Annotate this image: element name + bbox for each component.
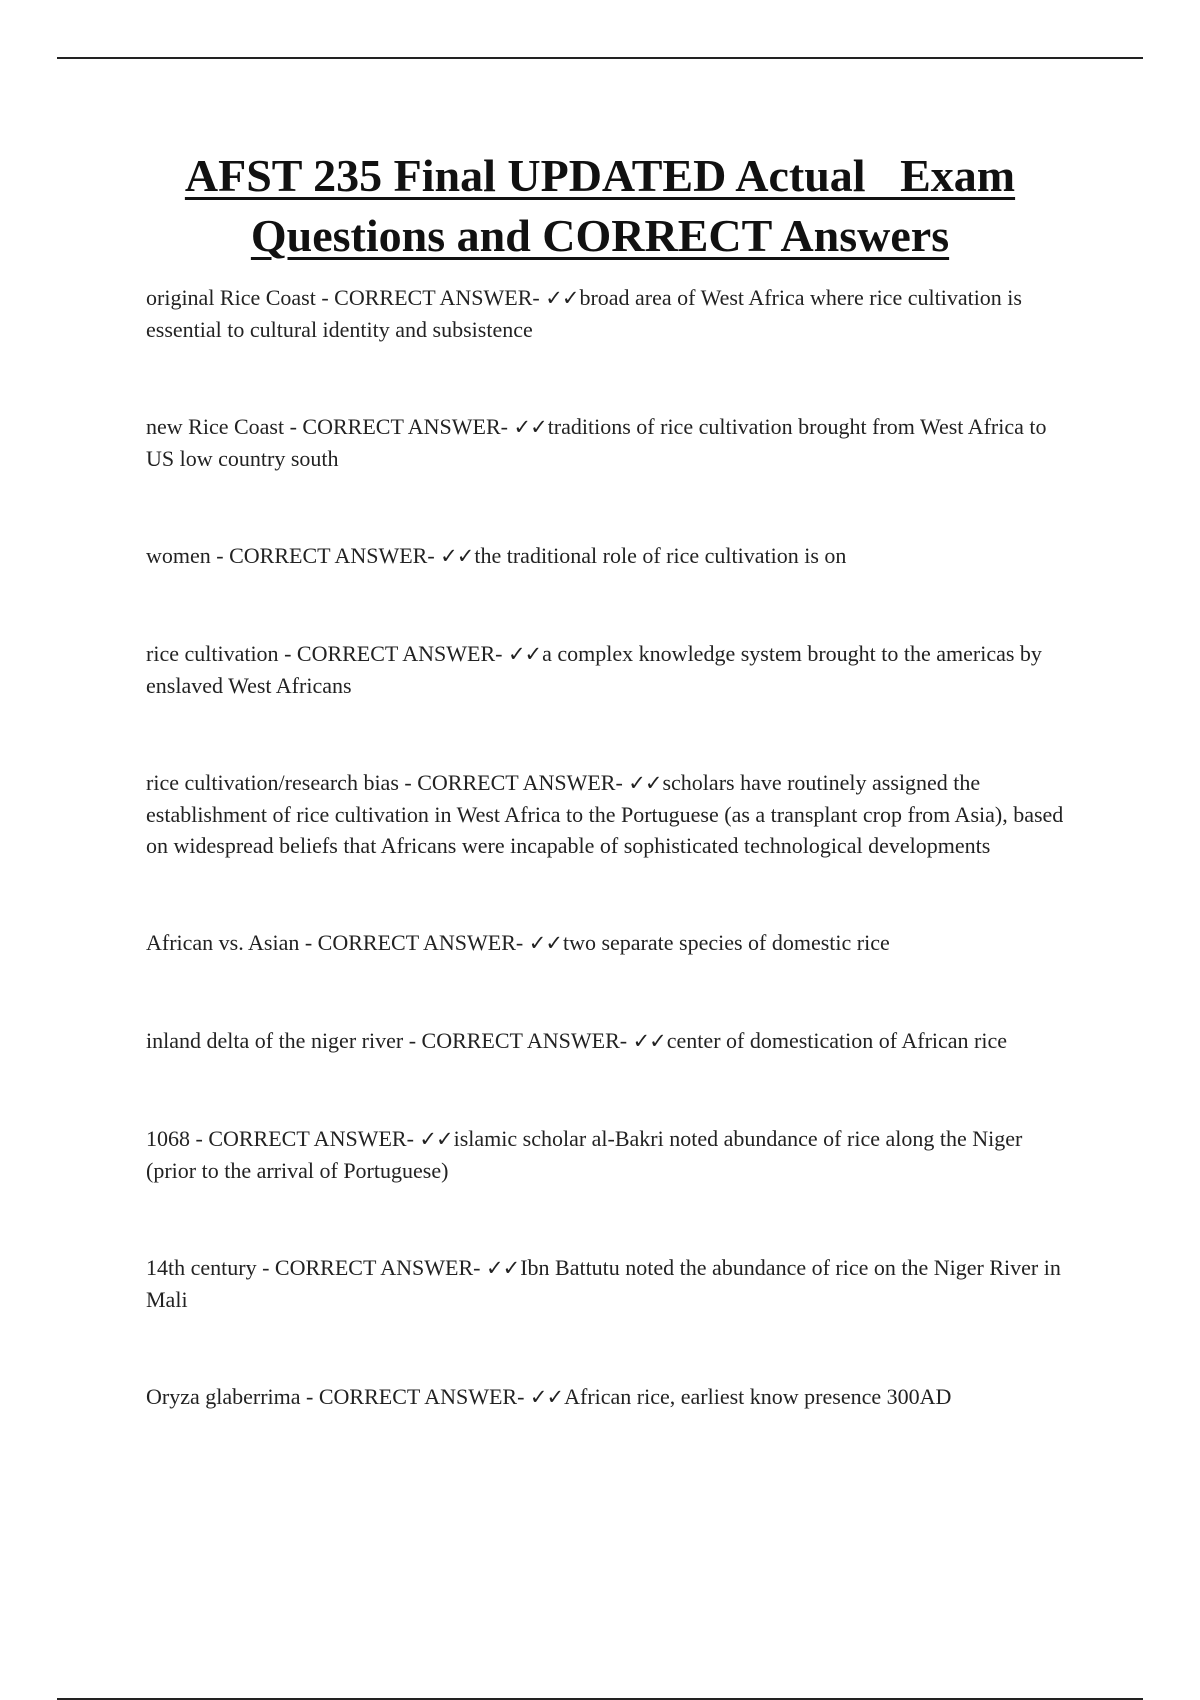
document-title	[57, 146, 1143, 266]
entry-answer: center of domestication of African rice	[666, 1028, 1008, 1053]
qa-entry	[146, 282, 1066, 345]
checkmark-icon: ✓✓	[507, 642, 542, 666]
checkmark-icon: ✓✓	[545, 286, 579, 310]
entry-separator: - CORRECT ANSWER-	[190, 1126, 420, 1151]
entry-answer: two separate species of domestic rice	[562, 930, 890, 955]
entry-answer: the traditional role of rice cultivation is on	[474, 543, 847, 568]
qa-entry	[146, 927, 1066, 959]
entry-separator: - CORRECT ANSWER-	[210, 543, 441, 568]
qa-entry	[146, 638, 1066, 701]
entry-term: women	[146, 543, 211, 568]
entry-answer: traditions of rice cultivation brought from West Africa to US low country south	[146, 414, 1047, 471]
title-line-2: Questions and CORRECT Answers	[250, 210, 950, 261]
entry-term: African vs. Asian	[146, 930, 300, 955]
checkmark-icon: ✓✓	[440, 544, 474, 568]
entry-answer: a complex knowledge system brought to the americas by enslaved West Africans	[146, 641, 1042, 698]
checkmark-icon: ✓✓	[628, 771, 662, 795]
entry-answer: scholars have routinely assigned the establishment of rice cultivation in West Africa to the Portuguese (as a transplant crop from Asia), based on widespread beliefs that Africans were incapable of sophisticated technological developments	[146, 770, 1064, 858]
entry-separator: - CORRECT ANSWER-	[278, 641, 508, 666]
entry-separator: - CORRECT ANSWER-	[299, 930, 529, 955]
entry-term: new Rice Coast	[146, 414, 285, 439]
qa-entry	[146, 411, 1066, 474]
entry-term: rice cultivation/research bias	[146, 770, 399, 795]
checkmark-icon: ✓✓	[632, 1029, 666, 1053]
entry-term: Oryza glaberrima	[146, 1384, 301, 1409]
checkmark-icon: ✓✓	[528, 931, 562, 955]
entry-separator: - CORRECT ANSWER-	[398, 770, 629, 795]
qa-entry	[146, 767, 1066, 861]
entry-separator: - CORRECT ANSWER-	[403, 1028, 633, 1053]
entry-separator: - CORRECT ANSWER-	[300, 1384, 530, 1409]
entry-separator: - CORRECT ANSWER-	[284, 414, 514, 439]
checkmark-icon: ✓✓	[485, 1256, 520, 1280]
entry-separator: - CORRECT ANSWER-	[256, 1255, 486, 1280]
title-line-1: AFST 235 Final UPDATED Actual Exam	[184, 150, 1016, 201]
checkmark-icon: ✓✓	[513, 415, 547, 439]
checkmark-icon: ✓✓	[419, 1127, 453, 1151]
qa-entry	[146, 1025, 1066, 1057]
qa-entry	[146, 540, 1066, 572]
entry-term: inland delta of the niger river	[146, 1028, 404, 1053]
checkmark-icon: ✓✓	[529, 1385, 564, 1409]
qa-entry	[146, 1252, 1066, 1315]
entry-answer: islamic scholar al-Bakri noted abundance of rice along the Niger (prior to the arrival of Portuguese)	[146, 1126, 1023, 1183]
qa-entry	[146, 1381, 1066, 1413]
entry-answer: African rice, earliest know presence 300AD	[564, 1384, 952, 1409]
qa-entries	[146, 282, 1066, 1413]
entry-separator: - CORRECT ANSWER-	[315, 285, 546, 310]
entry-term: 1068	[146, 1126, 190, 1151]
top-rule	[57, 57, 1143, 59]
entry-answer: Ibn Battutu noted the abundance of rice on the Niger River in Mali	[146, 1255, 1061, 1312]
entry-answer: broad area of West Africa where rice cultivation is essential to cultural identity and subsistence	[146, 285, 1022, 342]
qa-entry	[146, 1123, 1066, 1186]
entry-term: rice cultivation	[146, 641, 279, 666]
entry-term: 14th century	[146, 1255, 257, 1280]
entry-term: original Rice Coast	[146, 285, 316, 310]
